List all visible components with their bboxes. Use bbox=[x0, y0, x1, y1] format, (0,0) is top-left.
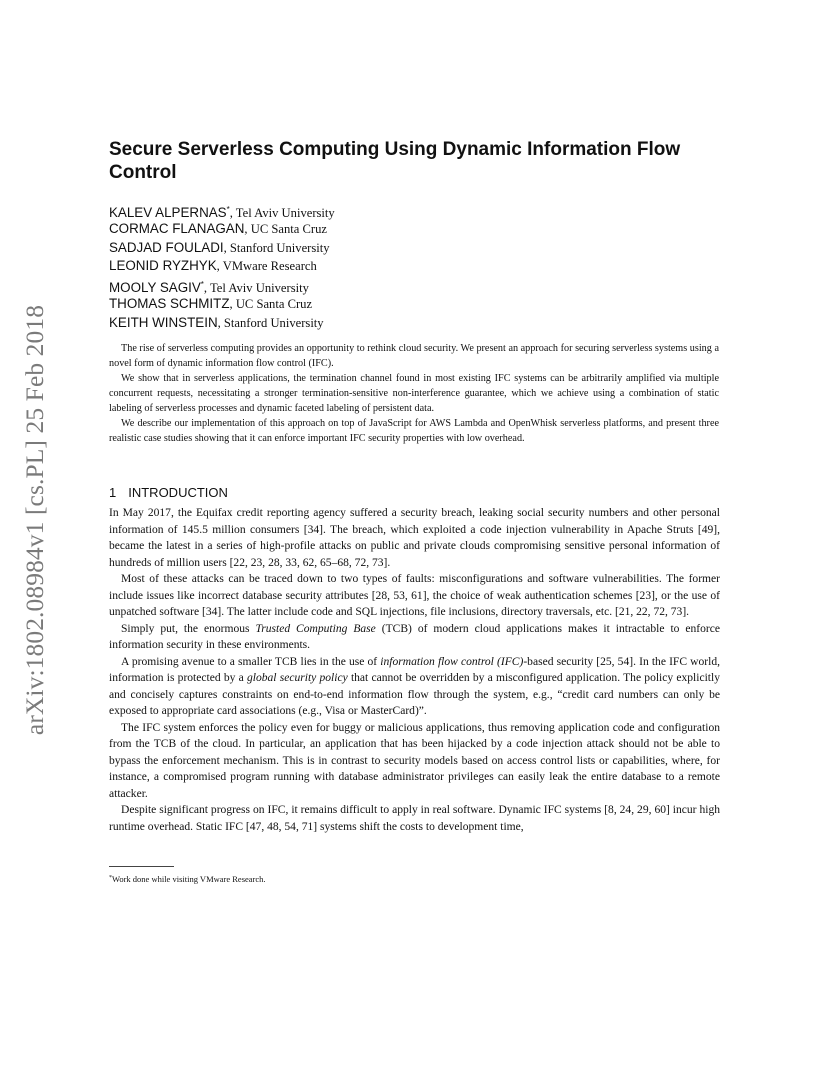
author-footnote-mark: * bbox=[200, 280, 204, 290]
author-name bbox=[109, 296, 230, 311]
author-name-text: KALEV ALPERNAS bbox=[109, 205, 227, 220]
author-entry bbox=[109, 220, 609, 239]
author-name bbox=[109, 258, 217, 273]
body-paragraph bbox=[109, 802, 720, 835]
author-name-text: LEONID RYZHYK bbox=[109, 258, 217, 274]
text-run: Simply put, the enormous bbox=[121, 622, 256, 635]
abstract-paragraph: The rise of serverless computing provides an opportunity to rethink cloud security. We present an approach for securing serverless systems using a novel form of dynamic information flow control (IFC). bbox=[109, 343, 719, 369]
text-run: A promising avenue to a smaller TCB lies in the use of bbox=[121, 655, 381, 668]
author-entry bbox=[109, 314, 609, 333]
author-name-text: KEITH WINSTEIN bbox=[109, 314, 218, 330]
author-name bbox=[109, 280, 204, 295]
author-entry bbox=[109, 295, 609, 314]
body-paragraph bbox=[109, 505, 720, 571]
section-heading bbox=[109, 485, 228, 501]
author-entry bbox=[109, 257, 609, 276]
abstract bbox=[109, 341, 719, 446]
abstract-paragraph: We show that in serverless applications, the termination channel found in most existing IFC systems can be arbitrarily amplified via multiple concurrent requests, necessitating a stronger termination-sensitive non-interference guarantee, which we achieve using a combination of static labeling of serverless processes and dynamic faceted labeling of persistent data. bbox=[109, 373, 719, 414]
paper-title: Secure Serverless Computing Using Dynamic Information Flow Control bbox=[109, 139, 681, 183]
author-name bbox=[109, 205, 230, 220]
body-paragraph bbox=[109, 654, 720, 720]
author-entry bbox=[109, 201, 609, 220]
author-affiliation: , Tel Aviv University bbox=[229, 206, 335, 220]
emphasized-text: Trusted Computing Base bbox=[255, 622, 376, 635]
emphasized-text: information flow control (IFC) bbox=[380, 655, 524, 668]
footnote bbox=[109, 873, 266, 885]
text-run: Most of these attacks can be traced down to two types of faults: misconfigurations and software vulnerabilities. The former include issues like incorrect database security attributes [28, 53, 61], the choice of weak authentication schemes [23], or the use of unpatched software [34]. The latter include code and SQL injections, file inclusions, directory traversals, etc. [21, 22, 72, 73]. bbox=[109, 573, 720, 618]
body-paragraph bbox=[109, 571, 720, 621]
author-name-text: SADJAD FOULADI bbox=[109, 239, 224, 255]
text-run: Despite significant progress on IFC, it remains difficult to apply in real software. Dynamic IFC systems [8, 24, 29, 60] incur high runtime overhead. Static IFC [47, 48, 54, 71] systems shift the costs to development time, bbox=[109, 804, 720, 833]
text-run: -based security [25, 54]. In the IFC world, information is protected by a bbox=[109, 655, 721, 684]
author-affiliation: , Stanford University bbox=[217, 315, 324, 330]
footnote-mark: * bbox=[109, 875, 112, 881]
author-affiliation: , UC Santa Cruz bbox=[229, 296, 313, 311]
abstract-paragraph: We describe our implementation of this approach on top of JavaScript for AWS Lambda and OpenWhisk serverless platforms, and present three realistic case studies showing that it can enforce important IFC security properties with low overhead. bbox=[109, 418, 719, 444]
author-name-text: MOOLY SAGIV bbox=[109, 280, 201, 296]
footnote-divider bbox=[109, 866, 174, 867]
author-affiliation: , UC Santa Cruz bbox=[244, 221, 327, 236]
author-affiliation: , VMware Research bbox=[216, 259, 317, 274]
author-entry bbox=[109, 239, 609, 258]
section-number: 1 bbox=[109, 485, 117, 500]
author-name bbox=[109, 315, 218, 330]
text-run: that cannot be overridden by a misconfigured application. The policy explicitly and concisely captures constraints on end-to-end information flow through the system, e.g., “credit card numbers can only be exposed to appropriate card associations (e.g., Visa or MasterCard)”. bbox=[109, 672, 720, 717]
author-name bbox=[109, 240, 224, 255]
body-paragraph bbox=[109, 720, 720, 803]
author-entry bbox=[109, 276, 609, 295]
emphasized-text: global security policy bbox=[246, 672, 348, 684]
footnote-text: Work done while visiting VMware Research. bbox=[112, 874, 266, 884]
author-name bbox=[109, 221, 244, 236]
author-affiliation: , Stanford University bbox=[223, 240, 330, 255]
author-affiliation: , Tel Aviv University bbox=[203, 281, 309, 296]
text-run: (TCB) of modern cloud applications makes it intractable to enforce information security in these environments. bbox=[109, 622, 720, 651]
author-name-text: THOMAS SCHMITZ bbox=[109, 295, 230, 311]
arxiv-identifier: arXiv:1802.08984v1 [cs.PL] 25 Feb 2018 bbox=[20, 304, 49, 736]
author-footnote-mark: * bbox=[226, 205, 230, 214]
author-name-text: CORMAC FLANAGAN bbox=[109, 220, 245, 236]
text-run: In May 2017, the Equifax credit reporting agency suffered a security breach, leaking social security numbers and other personal information of 145.5 million consumers [34]. The breach, which exploited a code injection vulnerability in Apache Struts [49], became the latest in a series of high-profile attacks on public and private clouds compromising sensitive personal information of hundreds of million users [22, 23, 28, 33, 62, 65–68, 72, 73]. bbox=[109, 507, 720, 569]
author-list bbox=[109, 201, 609, 333]
section-title: INTRODUCTION bbox=[128, 485, 228, 500]
arxiv-stamp bbox=[18, 290, 52, 750]
body-text bbox=[109, 505, 720, 835]
text-run: The IFC system enforces the policy even for buggy or malicious applications, thus removing application code and configuration from the TCB of the cloud. In particular, an application that has been hijacked by a code injection attack should not be able to bypass the enforcement mechanism. This is in contrast to security models based on access control lists or capabilities, where, for instance, a compromised program running with database administrator privileges can easily leak the entire database to a remote attacker. bbox=[109, 721, 720, 800]
body-paragraph bbox=[109, 621, 720, 654]
